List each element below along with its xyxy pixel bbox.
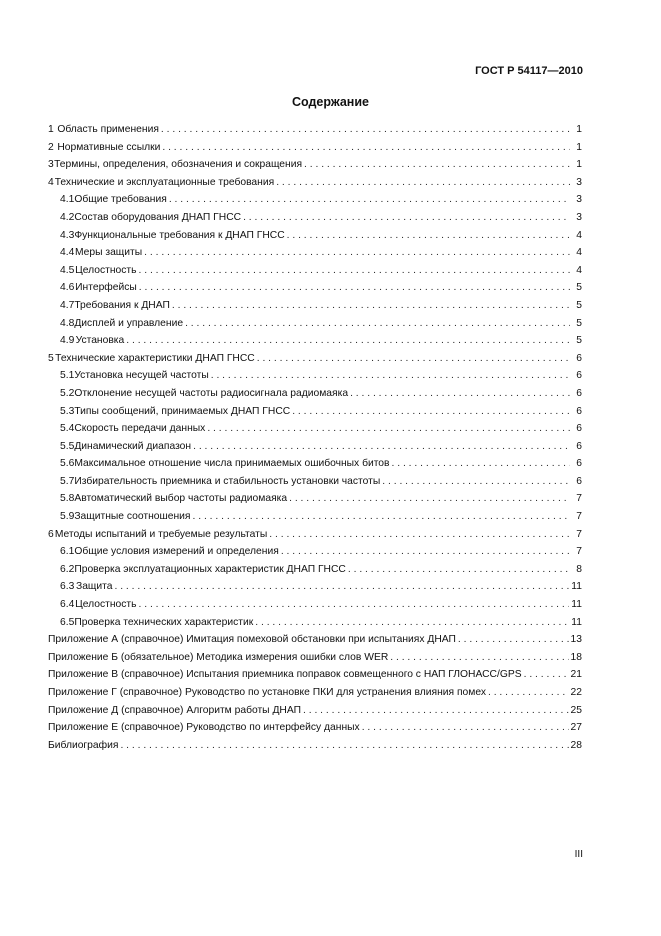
toc-leader-dots — [193, 438, 570, 456]
toc-leader-dots — [524, 666, 569, 684]
toc-entry-title: Термины, определения, обозначения и сокращения — [54, 159, 303, 171]
toc-entry-title: Функциональные требования к ДНАП ГНСС — [74, 229, 285, 241]
toc-leader-dots — [255, 614, 569, 632]
toc-entry-page: 3 — [576, 211, 582, 223]
toc-entry-title: Нормативные ссылки — [57, 141, 161, 153]
toc-entry[interactable] — [48, 209, 582, 227]
table-of-contents — [48, 121, 582, 754]
toc-entry[interactable] — [48, 332, 582, 350]
toc-entry-number: 2 — [48, 141, 54, 153]
toc-entry-number: 4.2 — [60, 211, 75, 223]
toc-entry-title: Технические характеристики ДНАП ГНСС — [55, 352, 255, 364]
toc-entry-title: Скорость передачи данных — [74, 423, 206, 435]
toc-entry-number: 5 — [48, 352, 54, 364]
toc-entry-title: Технические и эксплуатационные требования — [54, 176, 275, 188]
toc-entry[interactable] — [48, 614, 582, 632]
toc-leader-dots — [139, 596, 570, 614]
toc-entry-page: 5 — [576, 299, 582, 311]
toc-entry-title: Защитные соотношения — [74, 511, 191, 523]
toc-entry[interactable] — [48, 596, 582, 614]
toc-leader-dots — [114, 578, 569, 596]
toc-entry-page: 11 — [571, 581, 582, 593]
toc-entry-page: 6 — [576, 475, 582, 487]
toc-leader-dots — [362, 719, 569, 737]
toc-entry-number: 5.9 — [60, 511, 75, 523]
toc-entry-title: Автоматический выбор частоты радиомаяка — [74, 493, 288, 505]
toc-entry-number: 4.5 — [60, 264, 75, 276]
toc-entry-number: 6.1 — [60, 546, 75, 558]
toc-entry-title: Меры защиты — [74, 247, 143, 259]
toc-entry[interactable] — [48, 156, 582, 174]
toc-entry[interactable] — [48, 455, 582, 473]
toc-entry-number: 6.3 — [60, 581, 75, 593]
toc-entry-title: Приложение Г (справочное) Руководство по установке ПКИ для устранения влияния помех — [48, 687, 486, 698]
toc-entry-title: Установка несущей частоты — [74, 370, 209, 382]
toc-entry-title: Приложение Д (справочное) Алгоритм работы ДНАП — [48, 704, 302, 716]
toc-leader-dots — [350, 385, 570, 403]
toc-entry[interactable] — [48, 191, 582, 209]
toc-entry-page: 1 — [576, 159, 582, 171]
toc-leader-dots — [348, 561, 570, 579]
toc-entry-page: 8 — [576, 563, 582, 575]
toc-entry-page: 25 — [570, 704, 582, 716]
toc-leader-dots — [207, 420, 570, 438]
toc-entry-title: Целостность — [75, 264, 137, 276]
toc-entry-page: 5 — [576, 317, 582, 329]
toc-leader-dots — [281, 543, 570, 561]
toc-entry-number: 5.5 — [60, 440, 75, 452]
toc-entry-number: 5.8 — [60, 493, 75, 505]
toc-leader-dots — [169, 191, 570, 209]
toc-leader-dots — [161, 121, 570, 139]
toc-entry[interactable] — [48, 473, 582, 491]
toc-entry-page: 4 — [576, 264, 582, 276]
toc-entry[interactable] — [48, 367, 582, 385]
toc-entry[interactable] — [48, 385, 582, 403]
toc-entry-title: Интерфейсы — [75, 282, 137, 294]
toc-entry-title: Отклонение несущей частоты радиосигнала радиомаяка — [74, 387, 349, 399]
toc-entry-number: 5.7 — [60, 475, 75, 487]
toc-entry[interactable] — [48, 490, 582, 508]
toc-entry[interactable] — [48, 508, 582, 526]
toc-entry-title: Методы испытаний и требуемые результаты — [54, 528, 268, 540]
toc-entry-number: 5.2 — [60, 387, 75, 399]
toc-leader-dots — [126, 332, 570, 350]
toc-entry-number: 6.2 — [60, 563, 75, 575]
toc-leader-dots — [185, 315, 570, 333]
toc-entry-page: 6 — [576, 458, 582, 470]
toc-entry-page: 27 — [570, 722, 582, 734]
toc-entry-number: 4.8 — [60, 317, 75, 329]
toc-entry[interactable] — [48, 174, 582, 192]
toc-entry-page: 4 — [576, 247, 582, 259]
toc-title: Содержание — [291, 95, 369, 109]
toc-entry-page: 4 — [576, 229, 582, 241]
toc-leader-dots — [120, 737, 568, 755]
toc-entry-title: Общие требования — [74, 194, 167, 206]
toc-entry-title: Область применения — [57, 124, 159, 135]
toc-leader-dots — [276, 174, 570, 192]
toc-entry[interactable] — [48, 438, 582, 456]
toc-leader-dots — [458, 631, 569, 649]
toc-entry-number: 4.9 — [60, 335, 75, 347]
toc-entry-number: 4.4 — [60, 247, 75, 259]
toc-entry[interactable] — [48, 666, 582, 684]
toc-entry-title: Установка — [75, 335, 125, 347]
toc-leader-dots — [172, 297, 570, 315]
toc-entry-page: 13 — [570, 634, 582, 646]
toc-entry-page: 7 — [576, 511, 582, 523]
toc-entry-page: 5 — [576, 335, 582, 347]
toc-entry-page: 6 — [576, 387, 582, 399]
toc-entry-number: 4.6 — [60, 282, 75, 294]
toc-entry[interactable] — [48, 578, 582, 596]
toc-entry-page: 6 — [576, 405, 582, 417]
toc-entry-page: 7 — [576, 493, 582, 505]
toc-entry-page: 5 — [576, 282, 582, 294]
toc-leader-dots — [193, 508, 570, 526]
toc-entry-title: Приложение В (справочное) Испытания приемника поправок совмещенного с НАП ГЛОНАСС/GPS — [48, 669, 522, 681]
toc-entry-page: 21 — [570, 669, 582, 681]
toc-entry-page: 6 — [576, 423, 582, 435]
toc-entry-number: 5.4 — [60, 423, 75, 435]
toc-entry-page: 18 — [570, 651, 582, 663]
toc-entry-page: 1 — [576, 141, 582, 153]
toc-leader-dots — [292, 403, 570, 421]
toc-leader-dots — [162, 139, 570, 157]
toc-entry-title: Дисплей и управление — [74, 317, 184, 329]
toc-entry[interactable] — [48, 719, 582, 737]
toc-entry-number: 6.4 — [60, 599, 75, 611]
toc-entry-title: Проверка технических характеристик — [74, 616, 254, 628]
toc-entry-number: 4.3 — [60, 229, 75, 241]
page-number: III — [574, 849, 583, 860]
toc-entry-title: Проверка эксплуатационных характеристик ДНАП ГНСС — [74, 563, 346, 575]
toc-entry-title: Приложение А (справочное) Имитация помеховой обстановки при испытаниях ДНАП — [48, 634, 456, 646]
toc-entry-page: 22 — [570, 687, 582, 698]
toc-entry[interactable] — [48, 684, 582, 702]
toc-entry[interactable] — [48, 543, 582, 561]
toc-entry-page: 6 — [576, 352, 582, 364]
toc-entry-page: 7 — [576, 546, 582, 558]
toc-entry[interactable] — [48, 227, 582, 245]
toc-leader-dots — [392, 455, 570, 473]
toc-leader-dots — [287, 227, 570, 245]
toc-entry-page: 6 — [576, 440, 582, 452]
toc-entry-page: 3 — [576, 176, 582, 188]
toc-leader-dots — [304, 156, 570, 174]
toc-entry-number: 1 — [48, 124, 54, 135]
toc-entry-title: Требования к ДНАП — [74, 299, 170, 311]
toc-entry[interactable] — [48, 420, 582, 438]
toc-entry[interactable] — [48, 403, 582, 421]
toc-entry-number: 5.3 — [60, 405, 75, 417]
toc-entry[interactable] — [48, 315, 582, 333]
toc-entry-title: Приложение Е (справочное) Руководство по интерфейсу данных — [48, 722, 360, 734]
toc-entry-number: 4 — [48, 176, 54, 188]
toc-entry-page: 6 — [576, 370, 582, 382]
toc-entry[interactable] — [48, 649, 582, 667]
toc-entry-number: 3 — [48, 159, 54, 171]
toc-entry-title: Защита — [75, 581, 113, 593]
toc-entry-number: 4.7 — [60, 299, 75, 311]
toc-entry[interactable] — [48, 297, 582, 315]
toc-entry-number: 6 — [48, 528, 54, 540]
toc-entry-page: 11 — [571, 599, 582, 611]
toc-leader-dots — [243, 209, 570, 227]
toc-leader-dots — [289, 490, 570, 508]
toc-entry-page: 7 — [576, 528, 582, 540]
toc-entry[interactable] — [48, 350, 582, 368]
toc-entry-page: 3 — [576, 194, 582, 206]
toc-leader-dots — [139, 279, 570, 297]
toc-leader-dots — [139, 262, 570, 280]
toc-entry[interactable] — [48, 702, 582, 720]
toc-entry[interactable] — [48, 561, 582, 579]
toc-entry[interactable] — [48, 279, 582, 297]
toc-entry-number: 4.1 — [60, 194, 75, 206]
toc-entry-page: 28 — [570, 739, 582, 751]
toc-leader-dots — [303, 702, 569, 720]
toc-entry[interactable] — [48, 121, 582, 139]
toc-entry[interactable] — [48, 139, 582, 157]
toc-leader-dots — [488, 684, 569, 702]
toc-entry-page: 1 — [576, 124, 582, 135]
toc-leader-dots — [382, 473, 570, 491]
toc-leader-dots — [144, 244, 570, 262]
toc-leader-dots — [390, 649, 568, 667]
toc-entry-title: Библиография — [48, 739, 119, 751]
toc-leader-dots — [211, 367, 570, 385]
standard-code: ГОСТ Р 54117—2010 — [475, 65, 583, 77]
toc-entry-title: Избирательность приемника и стабильность установки частоты — [74, 475, 381, 487]
toc-entry-number: 5.6 — [60, 458, 75, 470]
toc-entry-title: Целостность — [75, 599, 137, 611]
toc-entry-title: Общие условия измерений и определения — [74, 546, 279, 558]
toc-entry-title: Состав оборудования ДНАП ГНСС — [74, 211, 242, 223]
toc-entry-page: 11 — [571, 616, 582, 628]
toc-entry-title: Приложение Б (обязательное) Методика измерения ошибки слов WER — [48, 651, 389, 663]
toc-entry[interactable] — [48, 631, 582, 649]
toc-leader-dots — [257, 350, 570, 368]
toc-entry[interactable] — [48, 262, 582, 280]
toc-entry-number: 6.5 — [60, 616, 75, 628]
toc-entry[interactable] — [48, 737, 582, 755]
toc-entry-title: Динамический диапазон — [74, 440, 192, 452]
toc-entry[interactable] — [48, 244, 582, 262]
toc-entry-title: Типы сообщений, принимаемых ДНАП ГНСС — [74, 405, 291, 417]
toc-entry-number: 5.1 — [60, 370, 75, 382]
toc-entry-title: Максимальное отношение числа принимаемых ошибочных битов — [74, 458, 390, 470]
toc-entry[interactable] — [48, 526, 582, 544]
toc-leader-dots — [269, 526, 570, 544]
